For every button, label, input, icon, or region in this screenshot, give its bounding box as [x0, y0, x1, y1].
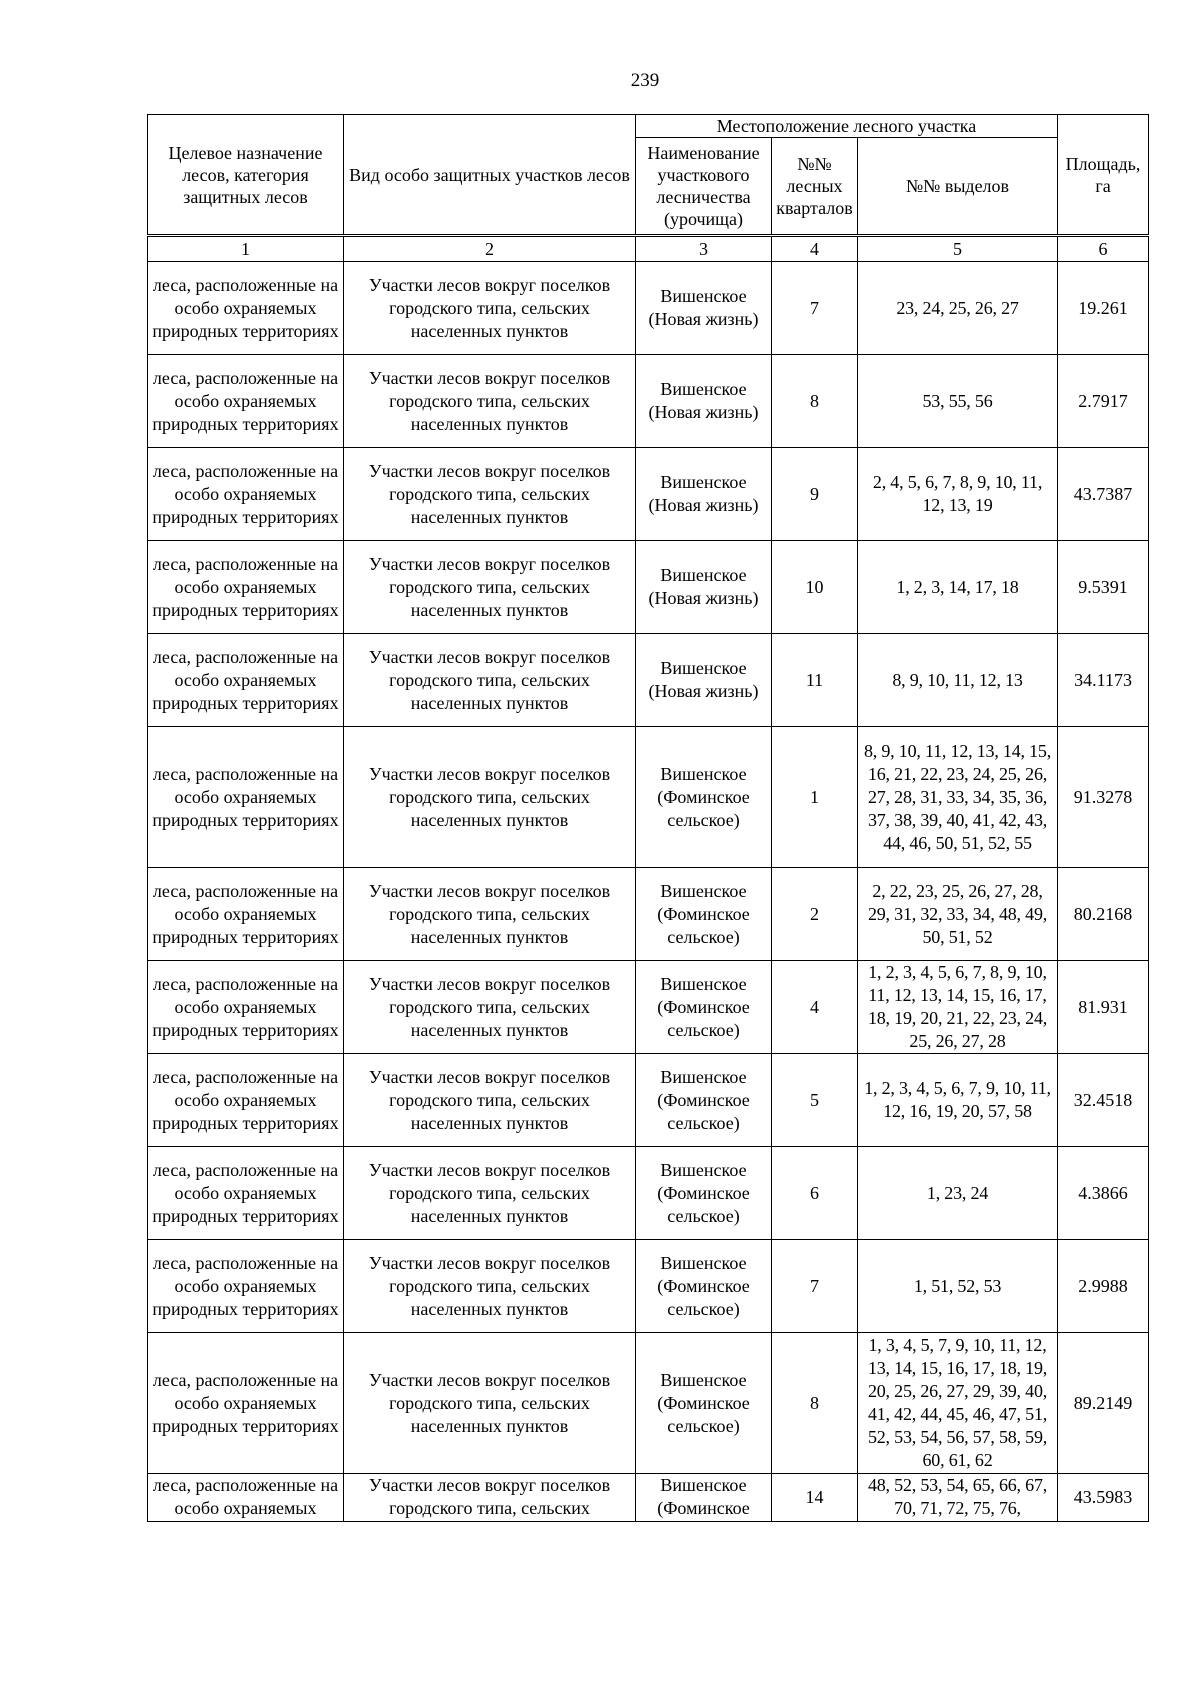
cell-type: Участки лесов вокруг поселков городского типа, сельских населенных пунктов: [344, 541, 636, 634]
cell-purpose: леса, расположенные на особо охраняемых природных территориях: [148, 448, 344, 541]
cell-area: 32.4518: [1058, 1054, 1149, 1147]
table-row: [148, 868, 1149, 961]
cell-type: Участки лесов вокруг поселков городского типа, сельских населенных пунктов: [344, 961, 636, 1054]
cell-type: Участки лесов вокруг поселков городского типа, сельских: [344, 1474, 636, 1522]
table-row: [148, 727, 1149, 868]
column-number: 3: [636, 236, 772, 262]
cell-purpose: леса, расположенные на особо охраняемых природных территориях: [148, 961, 344, 1054]
cell-quarter: 4: [772, 961, 858, 1054]
cell-purpose: леса, расположенные на особо охраняемых природных территориях: [148, 262, 344, 355]
header-purpose: Целевое назначение лесов, категория защитных лесов: [148, 115, 344, 236]
cell-plots: 53, 55, 56: [858, 355, 1058, 448]
page-number: 239: [630, 70, 660, 91]
cell-type: Участки лесов вокруг поселков городского типа, сельских населенных пунктов: [344, 355, 636, 448]
cell-area: 2.7917: [1058, 355, 1149, 448]
column-number-row: [148, 236, 1149, 262]
cell-plots: 1, 2, 3, 4, 5, 6, 7, 8, 9, 10, 11, 12, 13, 14, 15, 16, 17, 18, 19, 20, 21, 22, 23, 24, 25, 26, 27, 28: [858, 961, 1058, 1054]
forest-plots-table: [147, 114, 1149, 1522]
cell-purpose: леса, расположенные на особо охраняемых природных территориях: [148, 355, 344, 448]
cell-purpose: леса, расположенные на особо охраняемых природных территориях: [148, 541, 344, 634]
cell-area: 80.2168: [1058, 868, 1149, 961]
cell-purpose: леса, расположенные на особо охраняемых природных территориях: [148, 1147, 344, 1240]
cell-quarter: 8: [772, 1333, 858, 1474]
cell-type: Участки лесов вокруг поселков городского типа, сельских населенных пунктов: [344, 1147, 636, 1240]
cell-plots: 1, 3, 4, 5, 7, 9, 10, 11, 12, 13, 14, 15, 16, 17, 18, 19, 20, 25, 26, 27, 29, 39, 40, 41, 42, 44, 45, 46, 47, 51, 52, 53, 54, 56, 57, 58, 59, 60, 61, 62: [858, 1333, 1058, 1474]
header-plots: №№ выделов: [858, 138, 1058, 236]
cell-plots: 1, 23, 24: [858, 1147, 1058, 1240]
cell-type: Участки лесов вокруг поселков городского типа, сельских населенных пунктов: [344, 868, 636, 961]
header-location-group: Местоположение лесного участка: [636, 115, 1058, 138]
cell-quarter: 2: [772, 868, 858, 961]
table-row: [148, 1474, 1149, 1522]
cell-purpose: леса, расположенные на особо охраняемых природных территориях: [148, 1333, 344, 1474]
cell-quarter: 5: [772, 1054, 858, 1147]
cell-area: 43.7387: [1058, 448, 1149, 541]
column-number: 6: [1058, 236, 1149, 262]
cell-forestry: Вишенское (Фоминское сельское): [636, 868, 772, 961]
cell-quarter: 11: [772, 634, 858, 727]
column-number: 4: [772, 236, 858, 262]
cell-plots: 1, 51, 52, 53: [858, 1240, 1058, 1333]
cell-quarter: 7: [772, 262, 858, 355]
cell-purpose: леса, расположенные на особо охраняемых природных территориях: [148, 1054, 344, 1147]
table-row: [148, 961, 1149, 1054]
table-row: [148, 1147, 1149, 1240]
table-row: [148, 1333, 1149, 1474]
table-row: [148, 355, 1149, 448]
cell-purpose: леса, расположенные на особо охраняемых природных территориях: [148, 634, 344, 727]
cell-area: 91.3278: [1058, 727, 1149, 868]
table-row: [148, 448, 1149, 541]
table-row: [148, 1054, 1149, 1147]
cell-forestry: Вишенское (Новая жизнь): [636, 262, 772, 355]
column-number: 2: [344, 236, 636, 262]
cell-forestry: Вишенское (Новая жизнь): [636, 541, 772, 634]
cell-forestry: Вишенское (Фоминское сельское): [636, 961, 772, 1054]
cell-type: Участки лесов вокруг поселков городского типа, сельских населенных пунктов: [344, 448, 636, 541]
cell-quarter: 10: [772, 541, 858, 634]
cell-plots: 23, 24, 25, 26, 27: [858, 262, 1058, 355]
cell-quarter: 7: [772, 1240, 858, 1333]
cell-area: 81.931: [1058, 961, 1149, 1054]
cell-area: 2.9988: [1058, 1240, 1149, 1333]
cell-purpose: леса, расположенные на особо охраняемых: [148, 1474, 344, 1522]
cell-plots: 1, 2, 3, 14, 17, 18: [858, 541, 1058, 634]
table-row: [148, 541, 1149, 634]
cell-forestry: Вишенское (Фоминское сельское): [636, 1333, 772, 1474]
cell-area: 9.5391: [1058, 541, 1149, 634]
cell-forestry: Вишенское (Новая жизнь): [636, 634, 772, 727]
table-row: [148, 634, 1149, 727]
cell-plots: 8, 9, 10, 11, 12, 13: [858, 634, 1058, 727]
cell-quarter: 9: [772, 448, 858, 541]
cell-purpose: леса, расположенные на особо охраняемых природных территориях: [148, 868, 344, 961]
cell-purpose: леса, расположенные на особо охраняемых природных территориях: [148, 1240, 344, 1333]
cell-type: Участки лесов вокруг поселков городского типа, сельских населенных пунктов: [344, 1240, 636, 1333]
cell-plots: 2, 4, 5, 6, 7, 8, 9, 10, 11, 12, 13, 19: [858, 448, 1058, 541]
cell-forestry: Вишенское (Фоминское сельское): [636, 727, 772, 868]
cell-quarter: 14: [772, 1474, 858, 1522]
cell-type: Участки лесов вокруг поселков городского типа, сельских населенных пунктов: [344, 262, 636, 355]
header-type: Вид особо защитных участков лесов: [344, 115, 636, 236]
cell-area: 34.1173: [1058, 634, 1149, 727]
cell-quarter: 6: [772, 1147, 858, 1240]
cell-quarter: 1: [772, 727, 858, 868]
cell-forestry: Вишенское (Фоминское сельское): [636, 1240, 772, 1333]
cell-plots: 1, 2, 3, 4, 5, 6, 7, 9, 10, 11, 12, 16, 19, 20, 57, 58: [858, 1054, 1058, 1147]
cell-type: Участки лесов вокруг поселков городского типа, сельских населенных пунктов: [344, 1054, 636, 1147]
cell-area: 43.5983: [1058, 1474, 1149, 1522]
cell-area: 19.261: [1058, 262, 1149, 355]
cell-plots: 8, 9, 10, 11, 12, 13, 14, 15, 16, 21, 22, 23, 24, 25, 26, 27, 28, 31, 33, 34, 35, 36, 37, 38, 39, 40, 41, 42, 43, 44, 46, 50, 51, 52, 55: [858, 727, 1058, 868]
cell-purpose: леса, расположенные на особо охраняемых природных территориях: [148, 727, 344, 868]
header-area: Площадь, га: [1058, 115, 1149, 236]
cell-area: 4.3866: [1058, 1147, 1149, 1240]
column-number: 1: [148, 236, 344, 262]
cell-forestry: Вишенское (Фоминское: [636, 1474, 772, 1522]
cell-forestry: Вишенское (Фоминское сельское): [636, 1147, 772, 1240]
header-quarter: №№ лесных кварталов: [772, 138, 858, 236]
cell-forestry: Вишенское (Фоминское сельское): [636, 1054, 772, 1147]
cell-plots: 2, 22, 23, 25, 26, 27, 28, 29, 31, 32, 33, 34, 48, 49, 50, 51, 52: [858, 868, 1058, 961]
cell-type: Участки лесов вокруг поселков городского типа, сельских населенных пунктов: [344, 634, 636, 727]
cell-area: 89.2149: [1058, 1333, 1149, 1474]
column-number: 5: [858, 236, 1058, 262]
cell-forestry: Вишенское (Новая жизнь): [636, 355, 772, 448]
cell-type: Участки лесов вокруг поселков городского типа, сельских населенных пунктов: [344, 1333, 636, 1474]
cell-type: Участки лесов вокруг поселков городского типа, сельских населенных пунктов: [344, 727, 636, 868]
table-row: [148, 262, 1149, 355]
cell-quarter: 8: [772, 355, 858, 448]
header-forestry: Наименование участкового лесничества (урочища): [636, 138, 772, 236]
table-row: [148, 1240, 1149, 1333]
cell-forestry: Вишенское (Новая жизнь): [636, 448, 772, 541]
cell-plots: 48, 52, 53, 54, 65, 66, 67, 70, 71, 72, 75, 76,: [858, 1474, 1058, 1522]
